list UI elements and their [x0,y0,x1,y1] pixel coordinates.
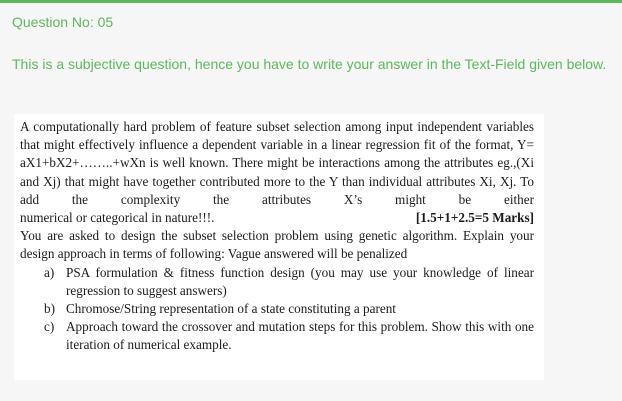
question-task: You are asked to design the subset selection problem using genetic algorithm. Explain your design approach in terms of following: Vague answered will be penalized [20,228,534,262]
part-text: Chromose/String representation of a state constituting a parent [66,301,396,317]
marks-allocation: [1.5+1+2.5=5 Marks] [415,210,534,226]
top-accent-rule [0,0,622,3]
question-number: Question No: 05 [12,14,114,30]
answer-instruction: This is a subjective question, hence you have to write your answer in the Text-Field given below. [12,56,607,72]
part-text: PSA formulation & fitness function design (you may use your knowledge of linear regression to suggest answers) [66,264,534,298]
part-label: a) [44,264,55,280]
question-text-box [14,114,544,380]
question-intro: A computationally hard problem of feature subset selection among input independent variables that might effectively influence a dependent variable in a linear regression fit of the format, Y= aX1+bX2+……..+wXn is well known. There might be interactions among the attributes eg.,(Xi and Xj) that might have together contributed more to the Y than individual attributes Xi, Xj. To add the complexity the attributes X’s might be either [20,119,534,207]
question-part-a [44,264,534,300]
question-intro-end: numerical or categorical in nature!!!. [20,210,215,226]
marks-line [20,209,534,227]
question-part-c [44,318,534,354]
question-parts-list [20,264,534,355]
part-label: c) [44,319,55,335]
question-part-b [44,300,534,318]
part-label: b) [44,301,55,317]
part-text: Approach toward the crossover and mutation steps for this problem. Show this with one iteration of numerical example. [66,319,534,353]
